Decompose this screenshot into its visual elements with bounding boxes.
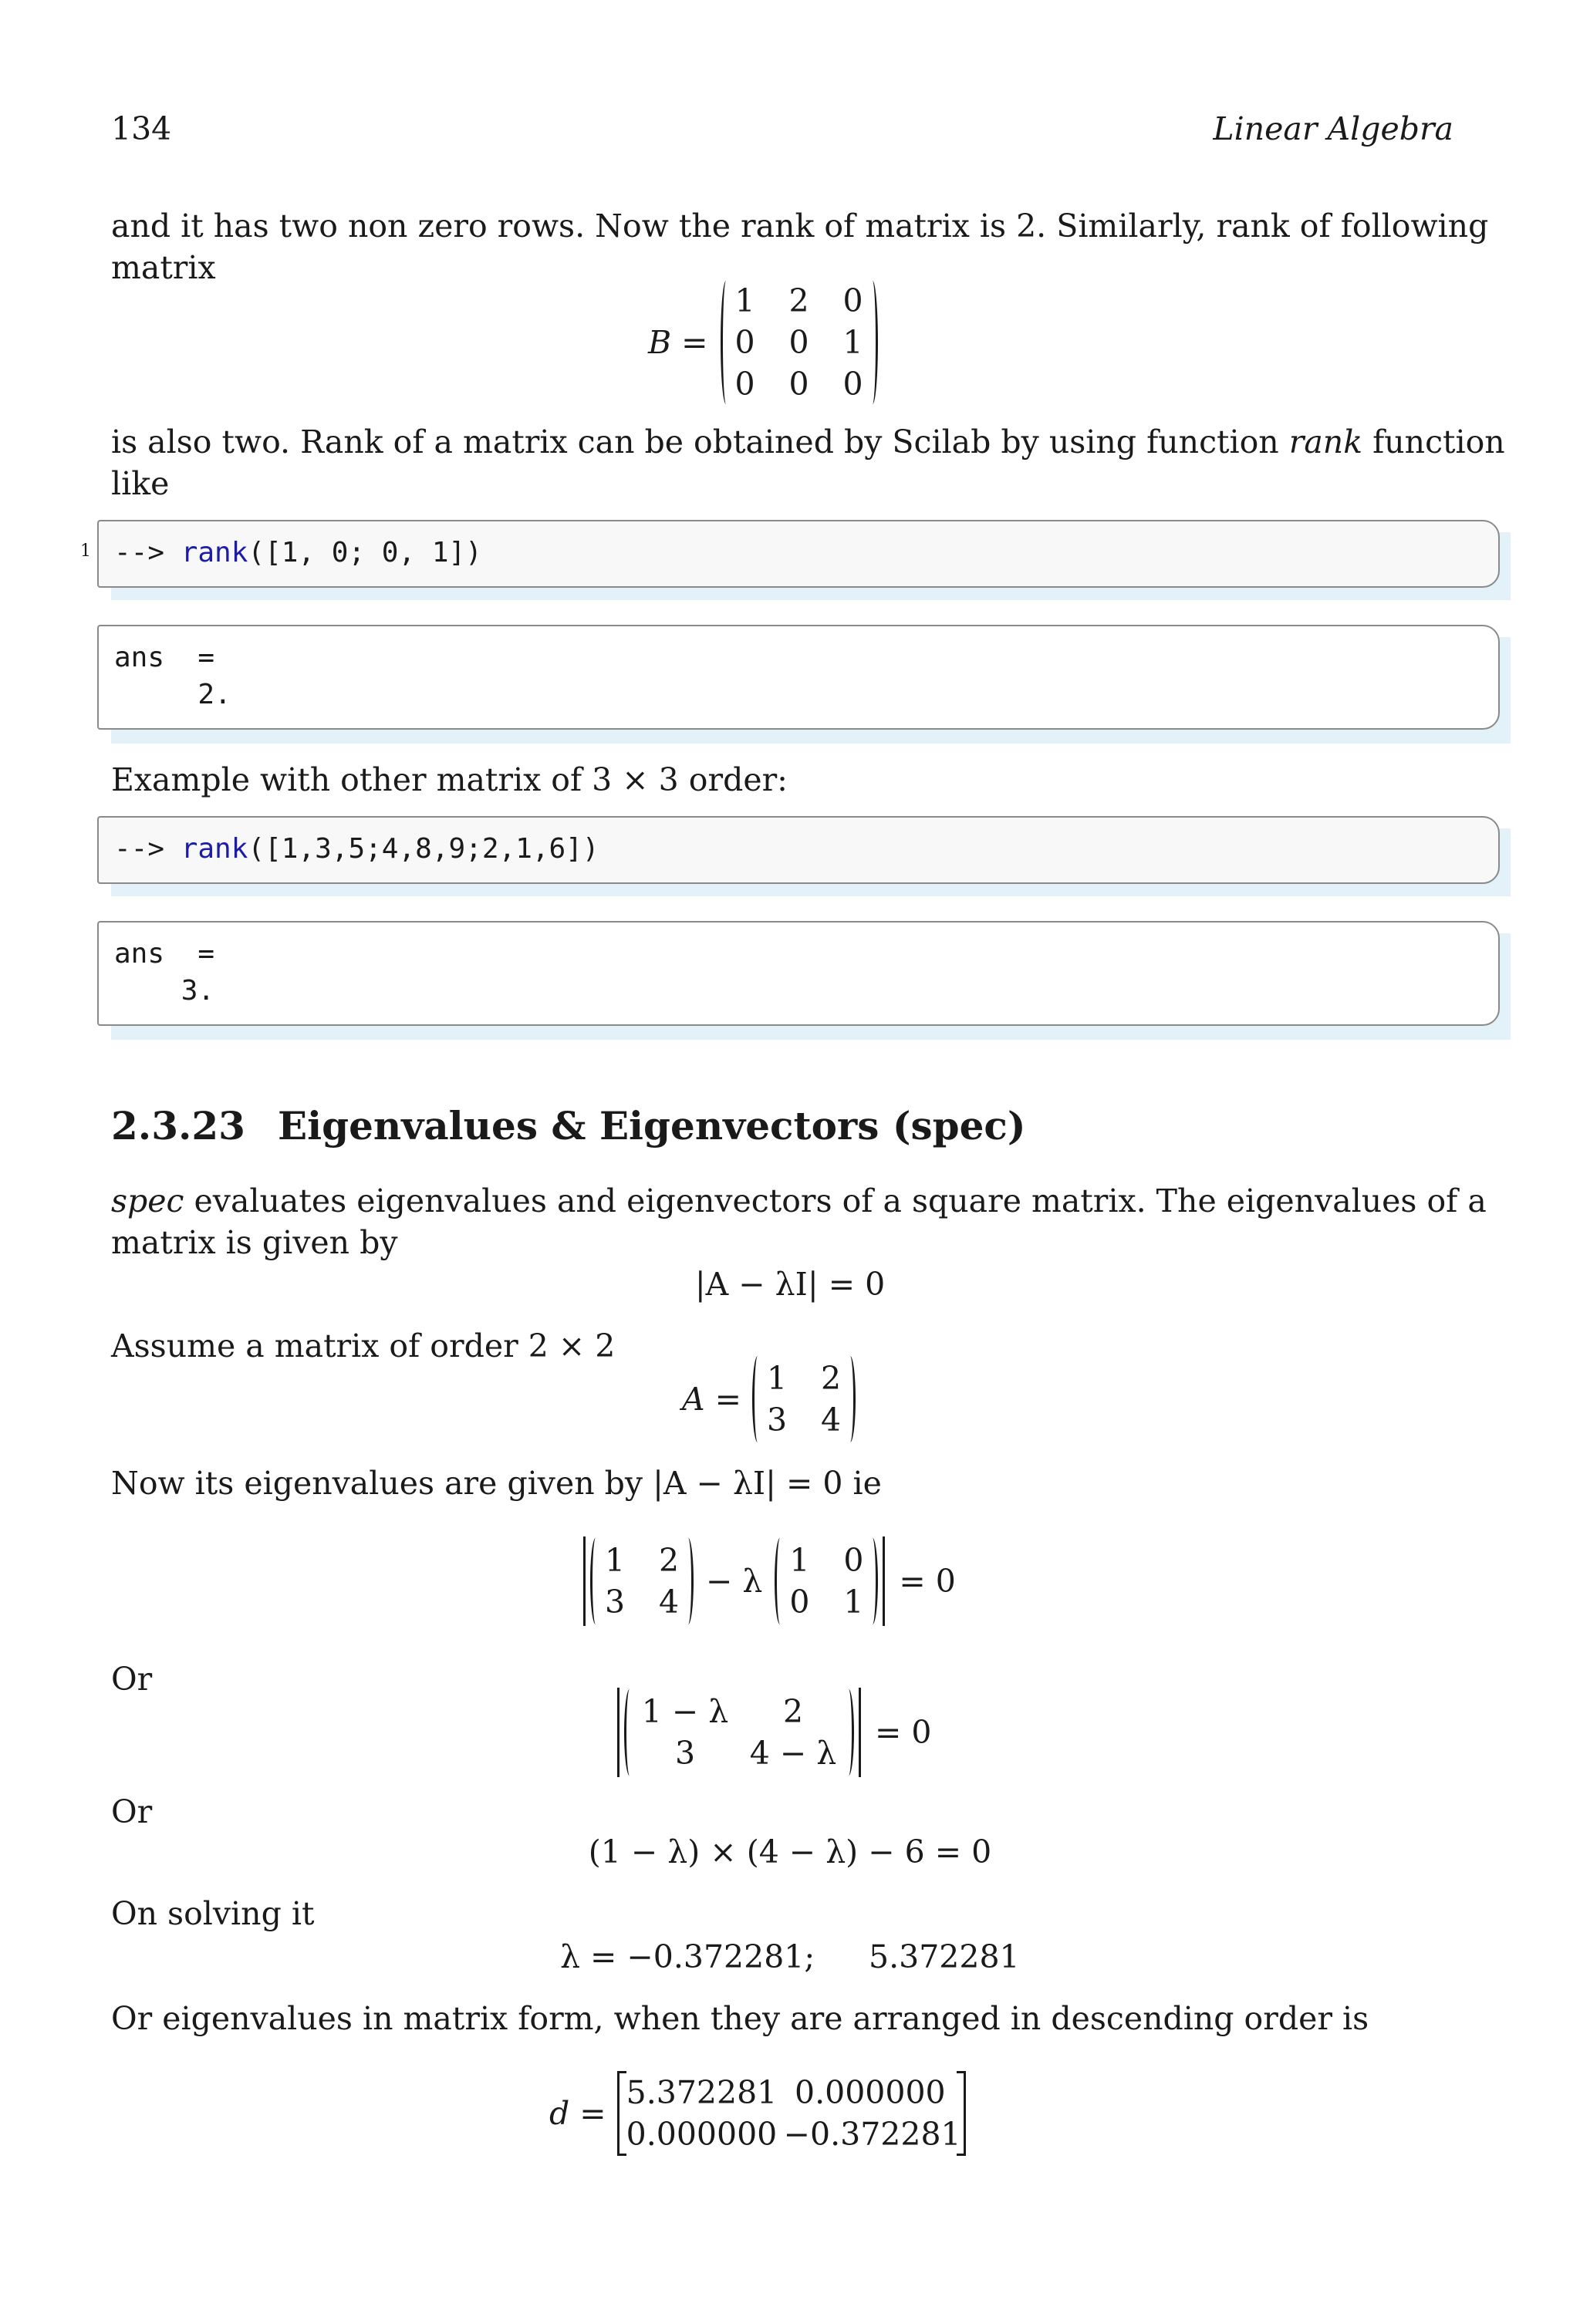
output-line: ans = [114, 642, 215, 673]
matrix-cell: 0 [788, 324, 809, 361]
determinant-equation-1 [583, 1533, 956, 1629]
output-block-2 [97, 921, 1500, 1026]
matrix-cell: 0 [788, 366, 809, 403]
characteristic-equation: (1 − λ) × (4 − λ) − 6 = 0 [588, 1833, 992, 1870]
right-paren [843, 1689, 854, 1776]
spec-line-2: matrix is given by [111, 1224, 398, 1261]
matrix-cell: 0 [734, 324, 755, 361]
prompt: --> [114, 833, 181, 865]
output-line: ans = [114, 938, 215, 970]
matrix-b-equation [648, 279, 878, 406]
lambda-matrix [635, 1691, 843, 1774]
matrix-cell: 4 [820, 1401, 842, 1439]
det-bar [883, 1536, 885, 1626]
rank-text-line-1 [111, 421, 1505, 463]
prompt: --> [114, 537, 181, 568]
matrix-cell: 3 [766, 1401, 788, 1439]
matrix-cell: 1 − λ [641, 1693, 729, 1730]
matrix-cell: 0 [734, 366, 755, 403]
output-line: 3. [114, 975, 215, 1007]
det-bar [583, 1536, 586, 1626]
matrix-cell: 1 [766, 1360, 788, 1397]
eigen-equation: |A − λI| = 0 [694, 1266, 886, 1303]
now-text: Now its eigenvalues are given by |A − λI| = 0 ie [111, 1465, 882, 1502]
d-matrix-equation [549, 2069, 966, 2158]
left-paren [775, 1538, 785, 1624]
code-line [114, 537, 482, 568]
right-bracket [957, 2071, 966, 2156]
det-bar [859, 1688, 861, 1777]
rank-text-post: function [1362, 423, 1505, 460]
matrix-a-equation [682, 1354, 856, 1444]
matrix-cell: 1 [734, 282, 755, 319]
equals-zero: = 0 [875, 1714, 932, 1751]
spec-line-1-rest: evaluates eigenvalues and eigenvectors of a square matrix. The eigenvalues of a [184, 1182, 1487, 1219]
example-text: Example with other matrix of 3 × 3 order: [111, 761, 788, 798]
matrix-cell: 3 [674, 1735, 696, 1772]
matrix-cell: 4 − λ [749, 1735, 837, 1772]
left-bracket [617, 2071, 626, 2156]
identity-matrix [785, 1540, 867, 1623]
section-title: Eigenvalues & Eigenvectors (spec) [278, 1103, 1026, 1149]
function-args: ([1,3,5;4,8,9;2,1,6]) [248, 833, 599, 865]
spec-emphasis: spec [111, 1182, 184, 1219]
function-name: rank [181, 537, 248, 568]
spec-line-1 [111, 1180, 1487, 1222]
matrix-cell: 0 [842, 366, 863, 403]
determinant-equation-2 [617, 1685, 931, 1780]
left-paren [752, 1356, 763, 1442]
matrix-cell: 4 [658, 1584, 680, 1621]
matrix-cell: 1 [842, 324, 863, 361]
matrix-cell: 0 [789, 1584, 810, 1621]
left-paren [721, 281, 731, 404]
matrix-cell: 0.000000 [795, 2074, 946, 2111]
matrix-cell: 5.372281 [626, 2074, 778, 2111]
page-number: 134 [111, 110, 172, 147]
matrix-a-label: A = [682, 1381, 741, 1418]
or-text-1: Or [111, 1661, 153, 1698]
matrix-a-in-det [601, 1540, 683, 1623]
d-matrix [626, 2072, 961, 2155]
matrix-cell: 0 [843, 1542, 864, 1579]
code-block-1[interactable] [97, 520, 1500, 588]
running-header: Linear Algebra [1213, 110, 1453, 147]
code-block-2[interactable] [97, 816, 1500, 884]
matrix-cell: 2 [782, 1693, 804, 1730]
equals-zero: = 0 [899, 1563, 956, 1600]
matrix-cell: 1 [604, 1542, 626, 1579]
solving-text: On solving it [111, 1895, 315, 1932]
minus-lambda: − λ [706, 1563, 763, 1600]
rank-emphasis: rank [1288, 423, 1363, 460]
assume-text: Assume a matrix of order 2 × 2 [111, 1327, 616, 1364]
matrix-cell: 2 [788, 282, 809, 319]
matrix-cell: 2 [658, 1542, 680, 1579]
matrix-cell: −0.372281 [783, 2116, 961, 2153]
matrix-cell: 3 [604, 1584, 626, 1621]
matrix-cell: 2 [820, 1360, 842, 1397]
matrix-cell: 1 [789, 1542, 810, 1579]
lambda-result-rhs: 5.372281 [869, 1938, 1020, 1975]
right-paren [683, 1538, 694, 1624]
left-paren [590, 1538, 601, 1624]
rank-text-line-2: like [111, 465, 170, 502]
output-line: 2. [114, 679, 231, 710]
right-paren [867, 281, 878, 404]
left-paren [624, 1689, 635, 1776]
right-paren [845, 1356, 856, 1442]
function-args: ([1, 0; 0, 1]) [248, 537, 482, 568]
output-block-1 [97, 625, 1500, 730]
d-matrix-label: d = [549, 2095, 606, 2132]
section-number: 2.3.23 [111, 1103, 245, 1149]
matrix-cell: 0 [842, 282, 863, 319]
matrix-a [763, 1358, 845, 1441]
intro-line-1: and it has two non zero rows. Now the rank of matrix is 2. Similarly, rank of following [111, 207, 1489, 245]
matrix-cell: 0.000000 [626, 2116, 778, 2153]
rank-text-pre: is also two. Rank of a matrix can be obtained by Scilab by using function [111, 423, 1289, 460]
lambda-result-lhs: λ = −0.372281; [560, 1938, 815, 1975]
or-text-2: Or [111, 1793, 153, 1830]
function-name: rank [181, 833, 248, 865]
descending-text: Or eigenvalues in matrix form, when they are arranged in descending order is [111, 2000, 1369, 2037]
matrix-b [731, 280, 867, 405]
matrix-b-label: B = [648, 324, 708, 361]
matrix-cell: 1 [843, 1584, 864, 1621]
det-bar [617, 1688, 620, 1777]
code-line [114, 833, 599, 865]
intro-line-2: matrix [111, 249, 216, 286]
right-paren [867, 1538, 878, 1624]
line-number: 1 [80, 541, 91, 561]
